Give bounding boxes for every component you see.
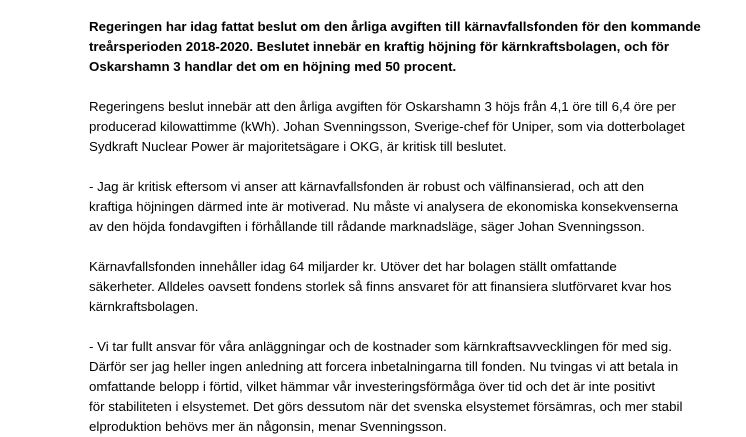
paragraph-line: kärnkraftsbolagen. <box>89 299 199 314</box>
paragraph-line: Regeringens beslut innebär att den årliga avgiften för Oskarshamn 3 höjs från 4,1 öre till 6,4 öre per <box>89 99 676 114</box>
body-paragraph-3 <box>89 257 689 317</box>
paragraph-line: Därför ser jag heller ingen anledning att forcera inbetalningarna till fonden. Nu tvingas vi att betala in <box>89 359 679 374</box>
paragraph-line: - Jag är kritisk eftersom vi anser att kärnavfallsfonden är robust och välfinansierad, och att den <box>89 179 645 194</box>
lead-line: treårsperioden 2018-2020. Beslutet innebär en kraftig höjning för kärnkraftsbolagen, och för <box>89 39 670 54</box>
paragraph-line: elproduktion behövs mer än någonsin, menar Svenningsson. <box>89 419 447 434</box>
paragraph-line: säkerheter. Alldeles oavsett fondens storlek så finns ansvaret för att finansiera slutförvaret kvar hos <box>89 279 672 294</box>
paragraph-line: av den höjda fondavgiften i förhållande till rådande marknadsläge, säger Johan Svenningsson. <box>89 219 645 234</box>
paragraph-line: för stabiliteten i elsystemet. Det görs dessutom när det svenska elsystemet försämras, och mer stabil <box>89 399 683 414</box>
lead-line: Oskarshamn 3 handlar det om en höjning med 50 procent. <box>89 59 457 74</box>
document-body <box>89 17 701 437</box>
paragraph-line: Sydkraft Nuclear Power är majoritetsägare i OKG, är kritisk till beslutet. <box>89 139 507 154</box>
body-paragraph-2 <box>89 177 689 237</box>
paragraph-line: omfattande belopp i förtid, vilket hämmar vår investeringsförmåga över tid och det är inte positivt <box>89 379 656 394</box>
body-paragraph-4 <box>89 337 689 437</box>
body-paragraph-1 <box>89 97 689 157</box>
paragraph-line: Kärnavfallsfonden innehåller idag 64 miljarder kr. Utöver det har bolagen ställt omfattande <box>89 259 617 274</box>
lead-paragraph <box>89 17 701 77</box>
paragraph-line: - Vi tar fullt ansvar för våra anläggningar och de kostnader som kärnkraftsavvecklingen för med sig. <box>89 339 672 354</box>
paragraph-line: kraftiga höjningen därmed inte är motiverad. Nu måste vi analysera de ekonomiska konsekvenserna <box>89 199 679 214</box>
paragraph-line: producerad kilowattimme (kWh). Johan Svenningsson, Sverige-chef för Uniper, som via dotterbolaget <box>89 119 685 134</box>
lead-line: Regeringen har idag fattat beslut om den årliga avgiften till kärnavfallsfonden för den kommande <box>89 19 701 34</box>
